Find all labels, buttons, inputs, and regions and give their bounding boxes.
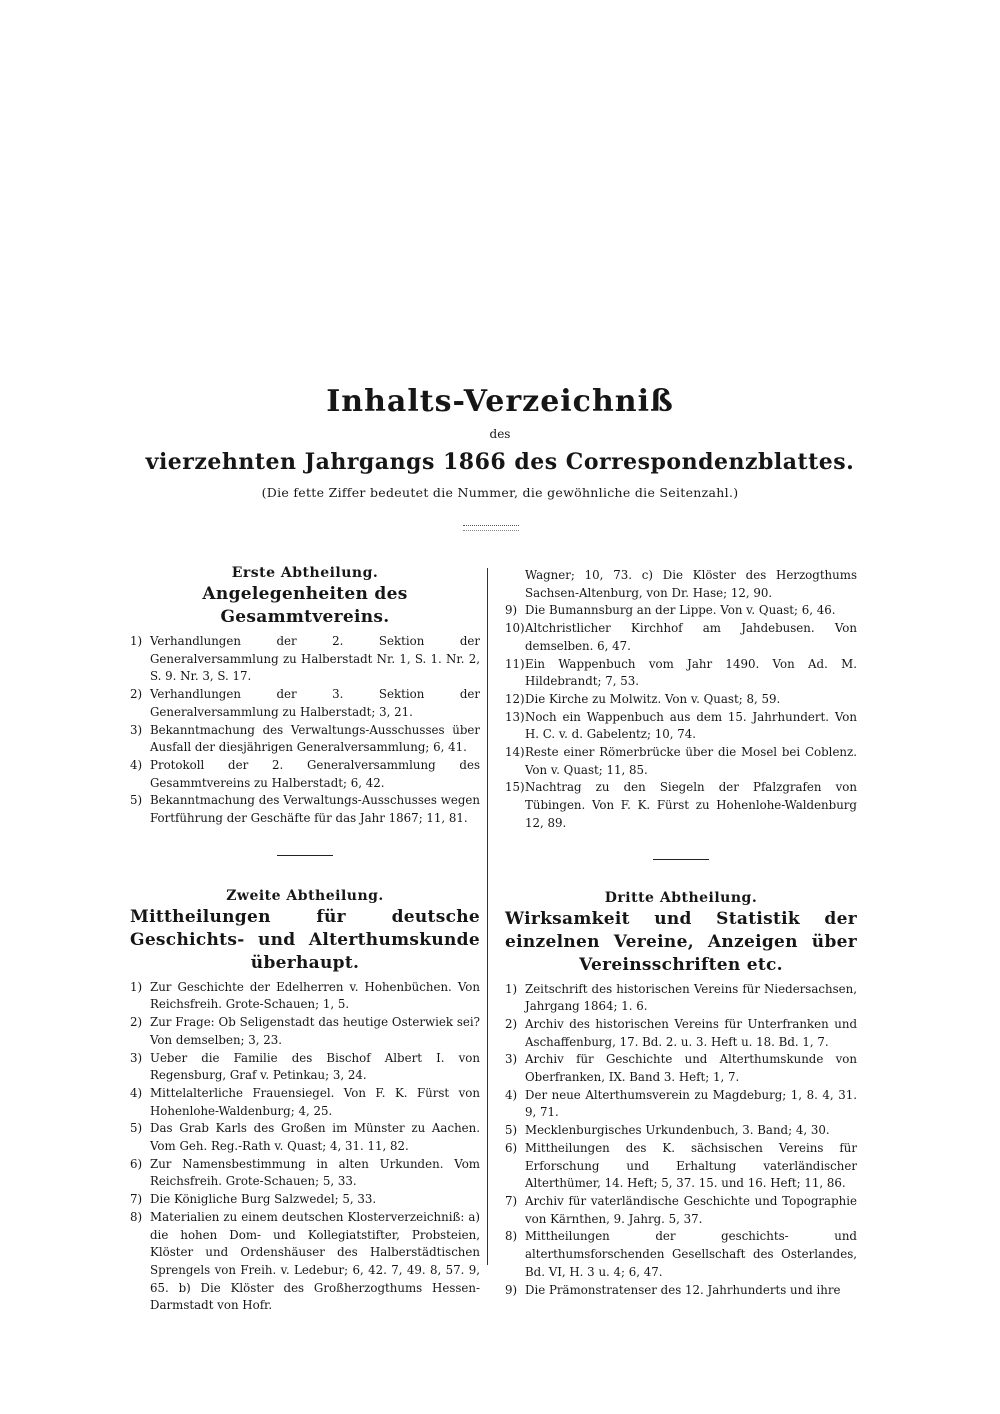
list-item	[505, 656, 857, 691]
entry-number: 4)	[130, 1085, 143, 1100]
left-column	[130, 563, 480, 1315]
legend-note: (Die fette Ziffer bedeutet die Nummer, die gewöhnliche die Seitenzahl.)	[261, 485, 739, 500]
entry-text: Archiv für vaterländische Geschichte und Topographie von Kärnthen, 9. Jahrg. 5, 37.	[525, 1193, 857, 1226]
entry-number: 1)	[505, 981, 518, 996]
entry-number: 9)	[505, 1282, 518, 1297]
list-item	[505, 1228, 857, 1281]
page-title: Inhalts-Verzeichniß	[326, 384, 674, 419]
entry-number: 2)	[130, 687, 143, 702]
entry-number: 10)	[505, 621, 525, 636]
list-item	[130, 1191, 480, 1209]
list-item	[505, 1051, 857, 1086]
list-item	[130, 633, 480, 686]
entry-number: 3)	[130, 722, 143, 737]
entry-number: 13)	[505, 709, 525, 724]
entry-number: 7)	[130, 1192, 143, 1207]
entry-text: Reste einer Römerbrücke über die Mosel bei Coblenz. Von v. Quast; 11, 85.	[525, 745, 857, 777]
entry-text: Materialien zu einem deutschen Klosterverzeichniß: a) die hohen Dom- und Kollegiatstifter, Probsteien, Klöster und Ordenshäuser des Halberstädtischen Sprengels von Freih. v. Ledebur; 6, 42. 7, 49. 8, 57. 9, 65. b) Die Klöster des Großherzogthums Hessen-Darmstadt von Hofr.	[150, 1209, 480, 1313]
list-item	[130, 1209, 480, 1315]
entry-number: 4)	[130, 757, 143, 772]
section-heading-second: Zweite Abtheilung.	[226, 887, 384, 904]
entry-number: 7)	[505, 1193, 518, 1208]
section-heading-third: Dritte Abtheilung.	[604, 889, 758, 906]
entry-text: Der neue Alterthumsverein zu Magdeburg; 1, 8. 4, 31. 9, 71.	[525, 1087, 857, 1120]
list-item	[130, 792, 480, 827]
list-item	[130, 1014, 480, 1049]
entry-number: 3)	[130, 1050, 143, 1065]
entry-number: 6)	[505, 1140, 518, 1155]
section-title-second: Mittheilungen für deutsche Geschichts- und Alterthumskunde überhaupt.	[130, 906, 480, 973]
list-item	[505, 779, 857, 832]
entry-text: Ueber die Familie des Bischof Albert I. von Regensburg, Graf v. Petinkau; 3, 24.	[150, 1050, 480, 1083]
entry-list-third	[505, 981, 857, 1300]
entry-number: 6)	[130, 1156, 143, 1171]
entry-number: 15)	[505, 780, 525, 795]
entry-text: Verhandlungen der 3. Sektion der Generalversammlung zu Halberstadt; 3, 21.	[150, 687, 480, 719]
entry-number: 9)	[505, 603, 518, 618]
list-item	[505, 1282, 857, 1300]
entry-number: 2)	[130, 1015, 143, 1030]
list-item	[505, 1016, 857, 1051]
entry-number: 8)	[130, 1209, 143, 1224]
entry-text: Zeitschrift des historischen Vereins für Niedersachsen, Jahrgang 1864; 1. 6.	[525, 981, 857, 1014]
list-item	[505, 602, 857, 620]
entry-number: 1)	[130, 634, 143, 648]
list-item	[130, 1050, 480, 1085]
list-item	[505, 620, 857, 655]
column-rule	[487, 568, 488, 1265]
entry-number: 1)	[130, 979, 143, 994]
list-item	[130, 1120, 480, 1155]
list-item	[130, 1156, 480, 1191]
entry-number: 14)	[505, 745, 525, 760]
entry-number: 11)	[505, 656, 525, 671]
list-item	[505, 744, 857, 779]
entry-list-first	[130, 633, 480, 828]
entry-text: Zur Frage: Ob Seligenstadt das heutige Osterwiek sei? Von demselben; 3, 23.	[150, 1015, 480, 1047]
entry-number: 5)	[505, 1123, 518, 1138]
entry-continuation: Wagner; 10, 73. c) Die Klöster des Herzogthums Sachsen-Altenburg, von Dr. Hase; 12, 90.	[525, 568, 857, 600]
list-item	[505, 1087, 857, 1122]
entry-text: Zur Namensbestimmung in alten Urkunden. Vom Reichsfreih. Grote-Schauen; 5, 33.	[150, 1156, 480, 1189]
entry-text: Ein Wappenbuch vom Jahr 1490. Von Ad. M. Hildebrandt; 7, 53.	[525, 656, 857, 689]
entry-number: 12)	[505, 691, 525, 706]
page-subtitle: vierzehnten Jahrgangs 1866 des Correspondenzblattes.	[145, 449, 855, 475]
list-item	[130, 757, 480, 792]
right-column	[505, 567, 857, 1299]
entry-text: Mittelalterliche Frauensiegel. Von F. K. Fürst von Hohenlohe-Waldenburg; 4, 25.	[150, 1085, 480, 1118]
entry-number: 5)	[130, 1121, 143, 1136]
section-heading-first: Erste Abtheilung.	[231, 565, 379, 581]
section-title-first: Angelegenheiten des Gesammtvereins.	[202, 584, 408, 627]
entry-text: Noch ein Wappenbuch aus dem 15. Jahrhundert. Von H. C. v. d. Gabelentz; 10, 74.	[525, 709, 857, 742]
entry-list-second-continued	[505, 602, 857, 832]
list-item	[505, 1140, 857, 1193]
list-item	[130, 1085, 480, 1120]
entry-text: Archiv für Geschichte und Alterthumskunde von Oberfranken, IX. Band 3. Heft; 1, 7.	[525, 1052, 857, 1085]
entry-number: 4)	[505, 1087, 518, 1102]
entry-text: Bekanntmachung des Verwaltungs-Ausschusses über Ausfall der diesjährigen Generalversammlung; 6, 41.	[150, 722, 480, 755]
entry-text: Mittheilungen der geschichts- und alterthumsforschenden Gesellschaft des Osterlandes, Bd. VI, H. 3 u. 4; 6, 47.	[525, 1229, 857, 1279]
entry-text: Altchristlicher Kirchhof am Jahdebusen. Von demselben. 6, 47.	[525, 621, 857, 653]
entry-text: Mecklenburgisches Urkundenbuch, 3. Band; 4, 30.	[525, 1123, 830, 1138]
entry-number: 5)	[130, 793, 143, 808]
entry-text: Archiv des historischen Vereins für Unterfranken und Aschaffenburg, 17. Bd. 2. u. 3. Heft u. 18. Bd. 1, 7.	[525, 1016, 857, 1049]
entry-number: 2)	[505, 1016, 518, 1031]
entry-text: Das Grab Karls des Großen im Münster zu Aachen. Vom Geh. Reg.-Rath v. Quast; 4, 31. 11, 82.	[150, 1121, 480, 1154]
list-item	[505, 1122, 857, 1140]
list-item	[130, 979, 480, 1014]
list-item	[505, 709, 857, 744]
list-item	[505, 1193, 857, 1228]
entry-text: Nachtrag zu den Siegeln der Pfalzgrafen von Tübingen. Von F. K. Fürst zu Hohenlohe-Waldenburg 12, 89.	[525, 780, 857, 830]
section-title-third: Wirksamkeit und Statistik der einzelnen Vereine, Anzeigen über Vereinsschriften etc.	[505, 908, 857, 975]
page-header	[0, 383, 1000, 501]
entry-text: Die Königliche Burg Salzwedel; 5, 33.	[150, 1192, 377, 1207]
list-item	[505, 691, 857, 709]
entry-text: Protokoll der 2. Generalversammlung des Gesammtvereins zu Halberstadt; 6, 42.	[150, 757, 480, 790]
list-item	[505, 981, 857, 1016]
ornament-divider	[463, 525, 519, 531]
title-connector: des	[489, 427, 511, 441]
entry-text: Die Prämonstratenser des 12. Jahrhunderts und ihre	[525, 1282, 841, 1297]
entry-text: Die Kirche zu Molwitz. Von v. Quast; 8, 59.	[525, 691, 781, 706]
list-item	[130, 686, 480, 721]
entry-text: Mittheilungen des K. sächsischen Vereins für Erforschung und Erhaltung vaterländischer Alterthümer, 14. Heft; 5, 37. 15. und 16. Heft; 11, 86.	[525, 1140, 857, 1191]
entry-text: Bekanntmachung des Verwaltungs-Ausschusses wegen Fortführung der Geschäfte für das Jahr 1867; 11, 81.	[150, 793, 480, 826]
entry-text: Zur Geschichte der Edelherren v. Hohenbüchen. Von Reichsfreih. Grote-Schauen; 1, 5.	[150, 979, 480, 1012]
entry-number: 3)	[505, 1052, 518, 1067]
entry-text: Verhandlungen der 2. Sektion der Generalversammlung zu Halberstadt Nr. 1, S. 1. Nr. 2, S. 9. Nr. 3, S. 17.	[150, 634, 480, 684]
entry-number: 8)	[505, 1229, 518, 1244]
list-item	[130, 722, 480, 757]
entry-text: Die Bumannsburg an der Lippe. Von v. Quast; 6, 46.	[525, 603, 836, 618]
entry-list-second	[130, 979, 480, 1315]
